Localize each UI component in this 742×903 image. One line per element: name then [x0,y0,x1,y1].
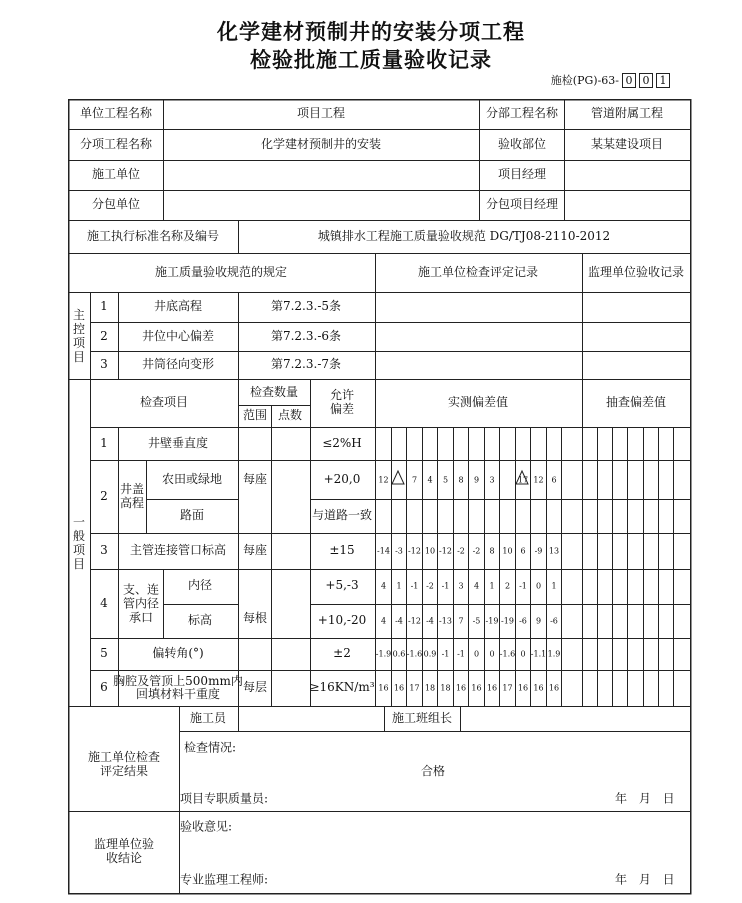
measured-value: 6 [520,546,526,556]
measured-value: 9 [473,475,480,485]
measured-value: -3 [395,546,403,556]
measured-value: -2 [426,581,434,591]
general-subitem: 标高 [187,613,213,628]
measured-value: -12 [408,546,421,556]
measured-value: -12 [408,616,421,626]
measured-value: 16 [533,683,544,693]
measured-value: -2 [472,546,481,556]
subdivision-label: 分部工程名称 [485,106,559,121]
measured-value: 0.9 [423,649,437,659]
measured-value: -1 [441,649,450,659]
measured-value: 4 [380,581,387,591]
measured-value: 2 [504,581,511,591]
measured-value: 18 [424,683,436,693]
main-item-no: 1 [100,299,108,314]
measured-value: -12 [439,546,452,556]
document-title-line2: 检验批施工质量验收记录 [250,48,492,72]
spec-header: 施工质量验收规范的规定 [154,265,288,280]
subdivision-value: 管道附属工程 [590,106,664,121]
warning-triangle-icon [392,471,404,484]
measured-value: 3 [458,581,464,591]
measured-value: 6 [551,475,557,485]
date-field: 年 月 日 [615,791,675,806]
general-item-no: 4 [100,596,108,611]
measured-value: -1.6 [406,649,423,659]
general-item-name: 井壁垂直度 [147,436,209,451]
general-item-group: 井盖高程 [119,482,144,510]
acceptance-part-value: 某某建设项目 [590,137,664,152]
construction-unit-label: 施工单位 [91,167,141,182]
measured-value: 4 [473,581,480,591]
measured-value: -6 [550,616,558,626]
measured-value: 7 [458,616,464,626]
measured-value: 0.6 [392,649,406,659]
measured-value: 17 [502,683,513,693]
measured-value: 9 [535,616,542,626]
measured-value: 13 [548,546,560,556]
measured-value: 16 [393,683,405,693]
main-item-clause: 第7.2.3.-5条 [270,299,342,314]
measured-value: 0 [535,581,542,591]
measured-value: 1 [396,581,402,591]
range-header: 范围 [242,408,268,423]
main-item-name: 井位中心偏差 [141,329,215,344]
allowable-value: ≥16KN/m³ [309,680,375,695]
measured-deviation-header: 实测偏差值 [447,395,509,410]
form-code-prefix: 施检(PG)-63- [550,74,619,87]
measured-value: 8 [458,475,464,485]
acceptance-part-label: 验收部位 [497,137,547,152]
item-project-value: 化学建材预制井的安装 [260,137,382,152]
measured-value: 17 [409,683,420,693]
measured-value: -1 [441,581,450,591]
measured-value: 1 [551,581,557,591]
main-item-no: 2 [100,329,108,344]
measured-value: 16 [378,683,389,693]
general-item-no: 3 [100,543,108,558]
general-item-name: 回填材料干重度 [135,687,221,702]
measured-value: 7 [411,475,418,485]
self-check-header: 施工单位检查评定记录 [417,265,539,280]
supervision-conclusion-label: 监理单位验收结论 [94,837,155,865]
main-item-no: 3 [100,357,108,372]
measured-value: 10 [424,546,436,556]
measured-value: 18 [440,683,451,693]
subcontract-unit-label: 分包单位 [91,197,141,212]
measured-value: -4 [426,616,434,626]
general-item-name: 偏转角(°) [152,646,204,661]
range-value: 每层 [242,680,268,695]
measured-value: 17 [517,475,529,485]
measured-value: -1 [519,581,527,591]
measured-value: 8 [489,546,495,556]
measured-value: 1 [489,581,495,591]
supervision-engineer-label: 专业监理工程师: [180,872,269,887]
date-field: 年 月 日 [615,872,675,887]
document-title-line1: 化学建材预制井的安装分项工程 [217,20,525,44]
measured-value: -2 [457,546,465,556]
main-item-clause: 第7.2.3.-6条 [270,329,342,344]
measured-value: -1 [410,581,419,591]
measured-value: -6 [519,616,527,626]
points-header: 点数 [277,408,303,423]
general-item-no: 6 [100,680,108,695]
measured-value: 16 [471,683,482,693]
measured-value: 1.9 [547,649,561,659]
measured-value: 4 [380,616,387,626]
allowable-deviation-header: 允许偏差 [330,388,355,416]
measured-value: -1.9 [375,649,392,659]
main-item-name: 井底高程 [153,299,203,314]
general-subitem: 农田或绿地 [161,472,223,487]
main-item-name: 井筒径向变形 [141,357,215,372]
measured-value: -1.1 [530,649,547,659]
measured-value: 16 [517,683,529,693]
measured-value: 12 [533,475,544,485]
check-qty-header: 检查数量 [249,385,299,400]
allowable-value: +20,0 [323,472,361,487]
allowable-value: +10,-20 [317,613,367,628]
measured-value: -19 [501,616,514,626]
qc-inspector-label: 项目专职质量员: [180,791,269,806]
subcontract-pm-label: 分包项目经理 [485,197,559,212]
general-items-label: 一般项目 [73,515,86,571]
general-item-name: 胸腔及管顶上500mm内 [113,674,243,689]
measured-value: -1 [457,649,465,659]
general-item-no: 1 [100,436,108,451]
acceptance-opinion-label: 验收意见: [180,819,233,834]
general-subitem: 内径 [187,578,213,593]
measured-value: 0 [520,649,526,659]
general-item-no: 2 [100,489,108,504]
unit-project-label: 单位工程名称 [79,106,153,121]
allowable-value: ±2 [333,646,351,661]
supervision-header: 监理单位验收记录 [587,265,685,280]
main-items-label: 主控项目 [73,308,86,364]
team-leader-label: 施工班组长 [391,711,453,726]
standard-value: 城镇排水工程施工质量验收规范 DG/TJ08-2110-2012 [317,229,611,244]
measured-value: 16 [486,683,498,693]
range-value: 每座 [242,543,268,558]
measured-value: 0 [489,649,495,659]
measured-value: -1.6 [499,649,516,659]
allowable-value: +5,-3 [325,578,359,593]
construction-result-label: 施工单位检查评定结果 [87,750,160,778]
measured-value: 16 [548,683,560,693]
general-item-group: 支、连管内径承口 [122,582,159,624]
general-subitem: 路面 [179,508,205,523]
main-item-clause: 第7.2.3.-7条 [270,357,342,372]
form-code-digit: 0 [622,73,636,88]
measured-value: -4 [395,616,403,626]
allowable-value: 与道路一致 [311,508,373,523]
measured-value: -5 [472,616,481,626]
measured-value: 4 [427,475,433,485]
project-manager-label: 项目经理 [497,167,547,182]
standard-label: 施工执行标准名称及编号 [86,229,220,244]
measured-value: 10 [502,546,513,556]
measured-value: 0 [473,649,480,659]
worker-label: 施工员 [189,711,227,726]
general-item-name: 主管连接管口标高 [129,543,227,558]
check-item-header: 检查项目 [139,395,189,410]
range-value: 每根 [242,611,268,626]
measured-value: -19 [485,616,499,626]
form-code-digit: 1 [656,73,670,88]
measured-value: 12 [378,475,389,485]
measured-value: -9 [534,546,543,556]
range-value: 每座 [242,472,268,487]
general-item-no: 5 [100,646,108,661]
allowable-value: ±15 [329,543,355,558]
spot-check-header: 抽查偏差值 [605,395,667,410]
measured-value: 16 [455,683,467,693]
measured-value: 5 [442,475,449,485]
check-situation-label: 检查情况: [184,740,237,755]
pass-result: 合格 [420,764,446,779]
unit-project-value: 项目工程 [296,106,346,121]
measured-value: -14 [377,546,390,556]
measured-value: -13 [439,616,452,626]
allowable-value: ≤2%H [322,436,362,451]
form-code-digit: 0 [639,73,653,88]
item-project-label: 分项工程名称 [79,137,153,152]
measured-value: 3 [489,475,495,485]
